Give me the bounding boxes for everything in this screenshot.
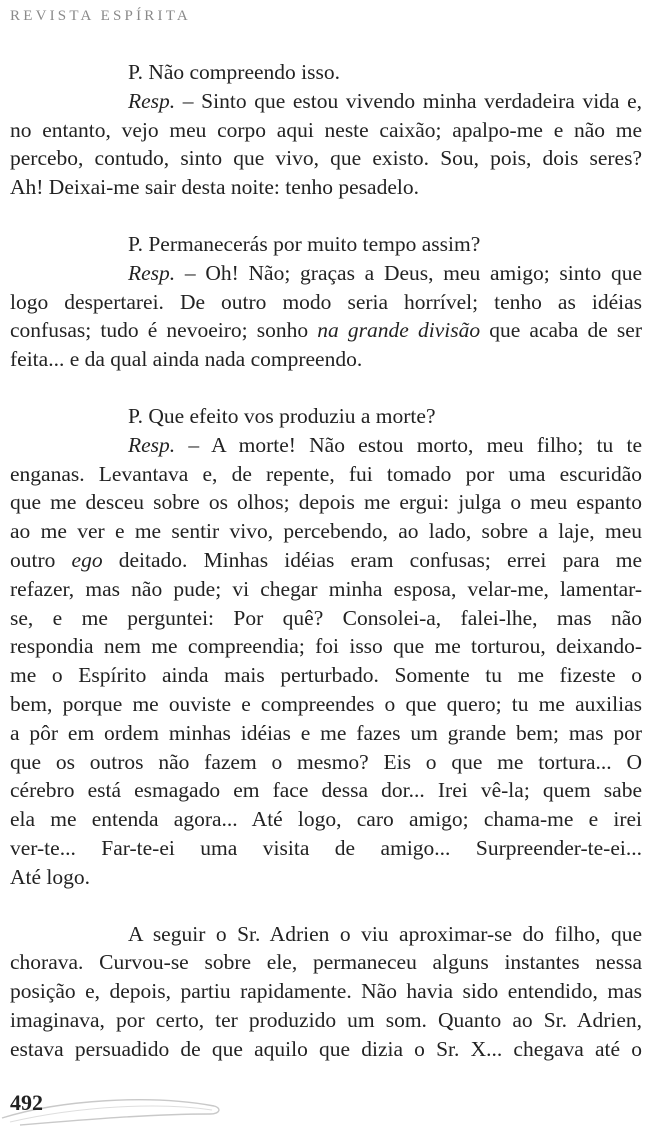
text-run: – Oh! Não; graças a Deus, meu amigo; sinto que [175, 260, 642, 285]
text-line: A seguir o Sr. Adrien o viu aproximar-se do filho, que [128, 921, 642, 946]
page-body [10, 58, 642, 1064]
text-line: estava persuadido de que aquilo que dizia o Sr. X... chegava até o [10, 1036, 642, 1061]
text-line: no entanto, vejo meu corpo aqui neste caixão; apalpo-me e não me [10, 117, 642, 142]
text-run: confusas; tudo é nevoeiro; sonho [10, 318, 318, 343]
dialogue-block [10, 230, 642, 374]
text-line: percebo, contudo, sinto que vivo, que existo. Sou, pois, dois seres? [10, 146, 642, 171]
answer-line [10, 431, 642, 460]
text-line: me o Espírito ainda mais perturbado. Somente tu me fizeste o [10, 663, 642, 688]
text-run: – Sinto que estou vivendo minha verdadeira vida e, [175, 88, 642, 113]
question-line: P. Não compreendo isso. [128, 60, 340, 84]
text-line: bem, porque me ouviste e compreendes o que quero; tu me auxilias [10, 691, 642, 716]
paragraph-gap [10, 374, 642, 402]
text-run: que acaba de ser [480, 318, 642, 343]
text-run: – A morte! Não estou morto, meu filho; tu te [175, 432, 642, 457]
text-line: que me desceu sobre os olhos; depois me ergui: julga o meu espanto [10, 490, 642, 515]
text-line [10, 316, 642, 345]
paragraph-gap [10, 892, 642, 920]
page-number: 492 [10, 1090, 43, 1115]
text-line: imaginava, por certo, ter produzido um som. Quanto ao Sr. Adrien, [10, 1007, 642, 1032]
dialogue-block [10, 402, 642, 892]
text-line: chorava. Curvou-se sobre ele, permaneceu alguns instantes nessa [10, 950, 642, 975]
text-line: se, e me perguntei: Por quê? Consolei-a, falei-lhe, mas não [10, 605, 642, 630]
resp-label: Resp. [128, 260, 176, 285]
text-line: ver-te... Far-te-ei uma visita de amigo... Surpreender-te-ei... [10, 835, 642, 860]
text-run: outro [10, 547, 72, 572]
answer-line [10, 259, 642, 288]
italic-run: ego [71, 547, 103, 572]
paragraph-gap [10, 202, 642, 230]
text-line: enganas. Levantava e, de repente, fui tomado por uma escuridão [10, 461, 642, 486]
narrative-paragraph [10, 920, 642, 1064]
text-line: cérebro está esmagado em face dessa dor... Irei vê-la; quem sabe [10, 778, 642, 803]
text-line: respondia nem me compreendia; foi isso que me torturou, deixando- [10, 634, 642, 659]
text-line: a pôr em ordem minhas idéias e me fazes um grande bem; mas por [10, 720, 642, 745]
text-line: ela me entenda agora... Até logo, caro amigo; chama-me e irei [10, 807, 642, 832]
text-line: refazer, mas não pude; vi chegar minha esposa, velar-me, lamentar- [10, 576, 642, 601]
text-line [10, 546, 642, 575]
text-run: deitado. Minhas idéias eram confusas; errei para me [102, 547, 642, 572]
text-line: feita... e da qual ainda nada compreendo. [10, 347, 363, 372]
question-line: P. Que efeito vos produziu a morte? [128, 403, 436, 428]
text-line: Ah! Deixai-me sair desta noite: tenho pesadelo. [10, 175, 419, 200]
question-line: P. Permanecerás por muito tempo assim? [128, 231, 481, 256]
dialogue-block [10, 58, 642, 202]
text-line: posição e, depois, partiu rapidamente. Não havia sido entendido, mas [10, 979, 642, 1004]
answer-line [10, 87, 642, 116]
text-line: ao me ver e me sentir vivo, percebendo, ao lado, sobre a laje, meu [10, 519, 642, 544]
text-line: logo despertarei. De outro modo seria horrível; tenho as idéias [10, 289, 642, 314]
resp-label: Resp. [128, 432, 176, 457]
italic-run: na grande divisão [317, 318, 481, 343]
text-line: que os outros não fazem o mesmo? Eis o que me tortura... O [10, 749, 642, 774]
text-line: Até logo. [10, 864, 91, 889]
resp-label: Resp. [128, 88, 176, 113]
running-title: REVISTA ESPÍRITA [10, 8, 191, 24]
